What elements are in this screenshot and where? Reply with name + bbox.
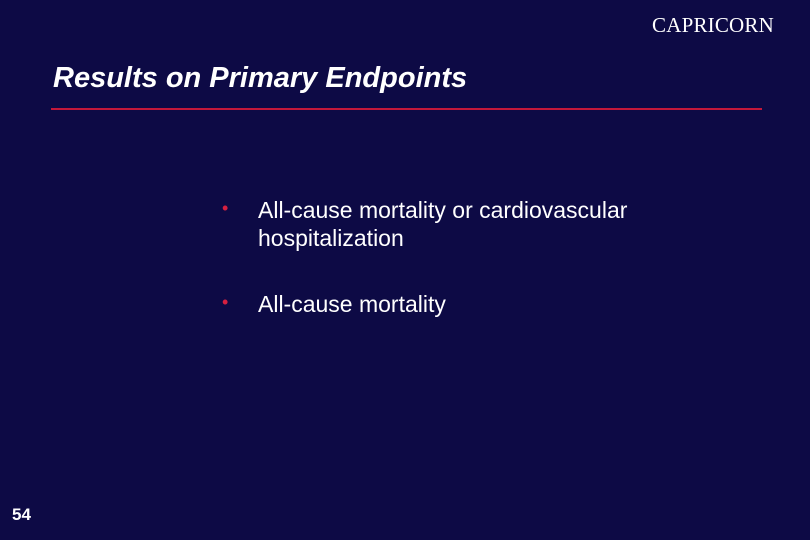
slide-number: 54 <box>12 505 31 524</box>
bullet-item <box>222 196 678 252</box>
bullet-dot-icon: • <box>222 198 229 218</box>
bullet-dot-icon: • <box>222 292 229 312</box>
slide-title: Results on Primary Endpoints <box>53 62 468 94</box>
bullet-item <box>222 290 678 318</box>
bullet-list <box>222 196 678 356</box>
bullet-text: All-cause mortality or cardiovascular hospitalization <box>258 197 628 251</box>
title-underline-rule <box>51 108 762 110</box>
bullet-text: All-cause mortality <box>258 291 446 317</box>
trial-name-label: CAPRICORN <box>652 13 774 37</box>
